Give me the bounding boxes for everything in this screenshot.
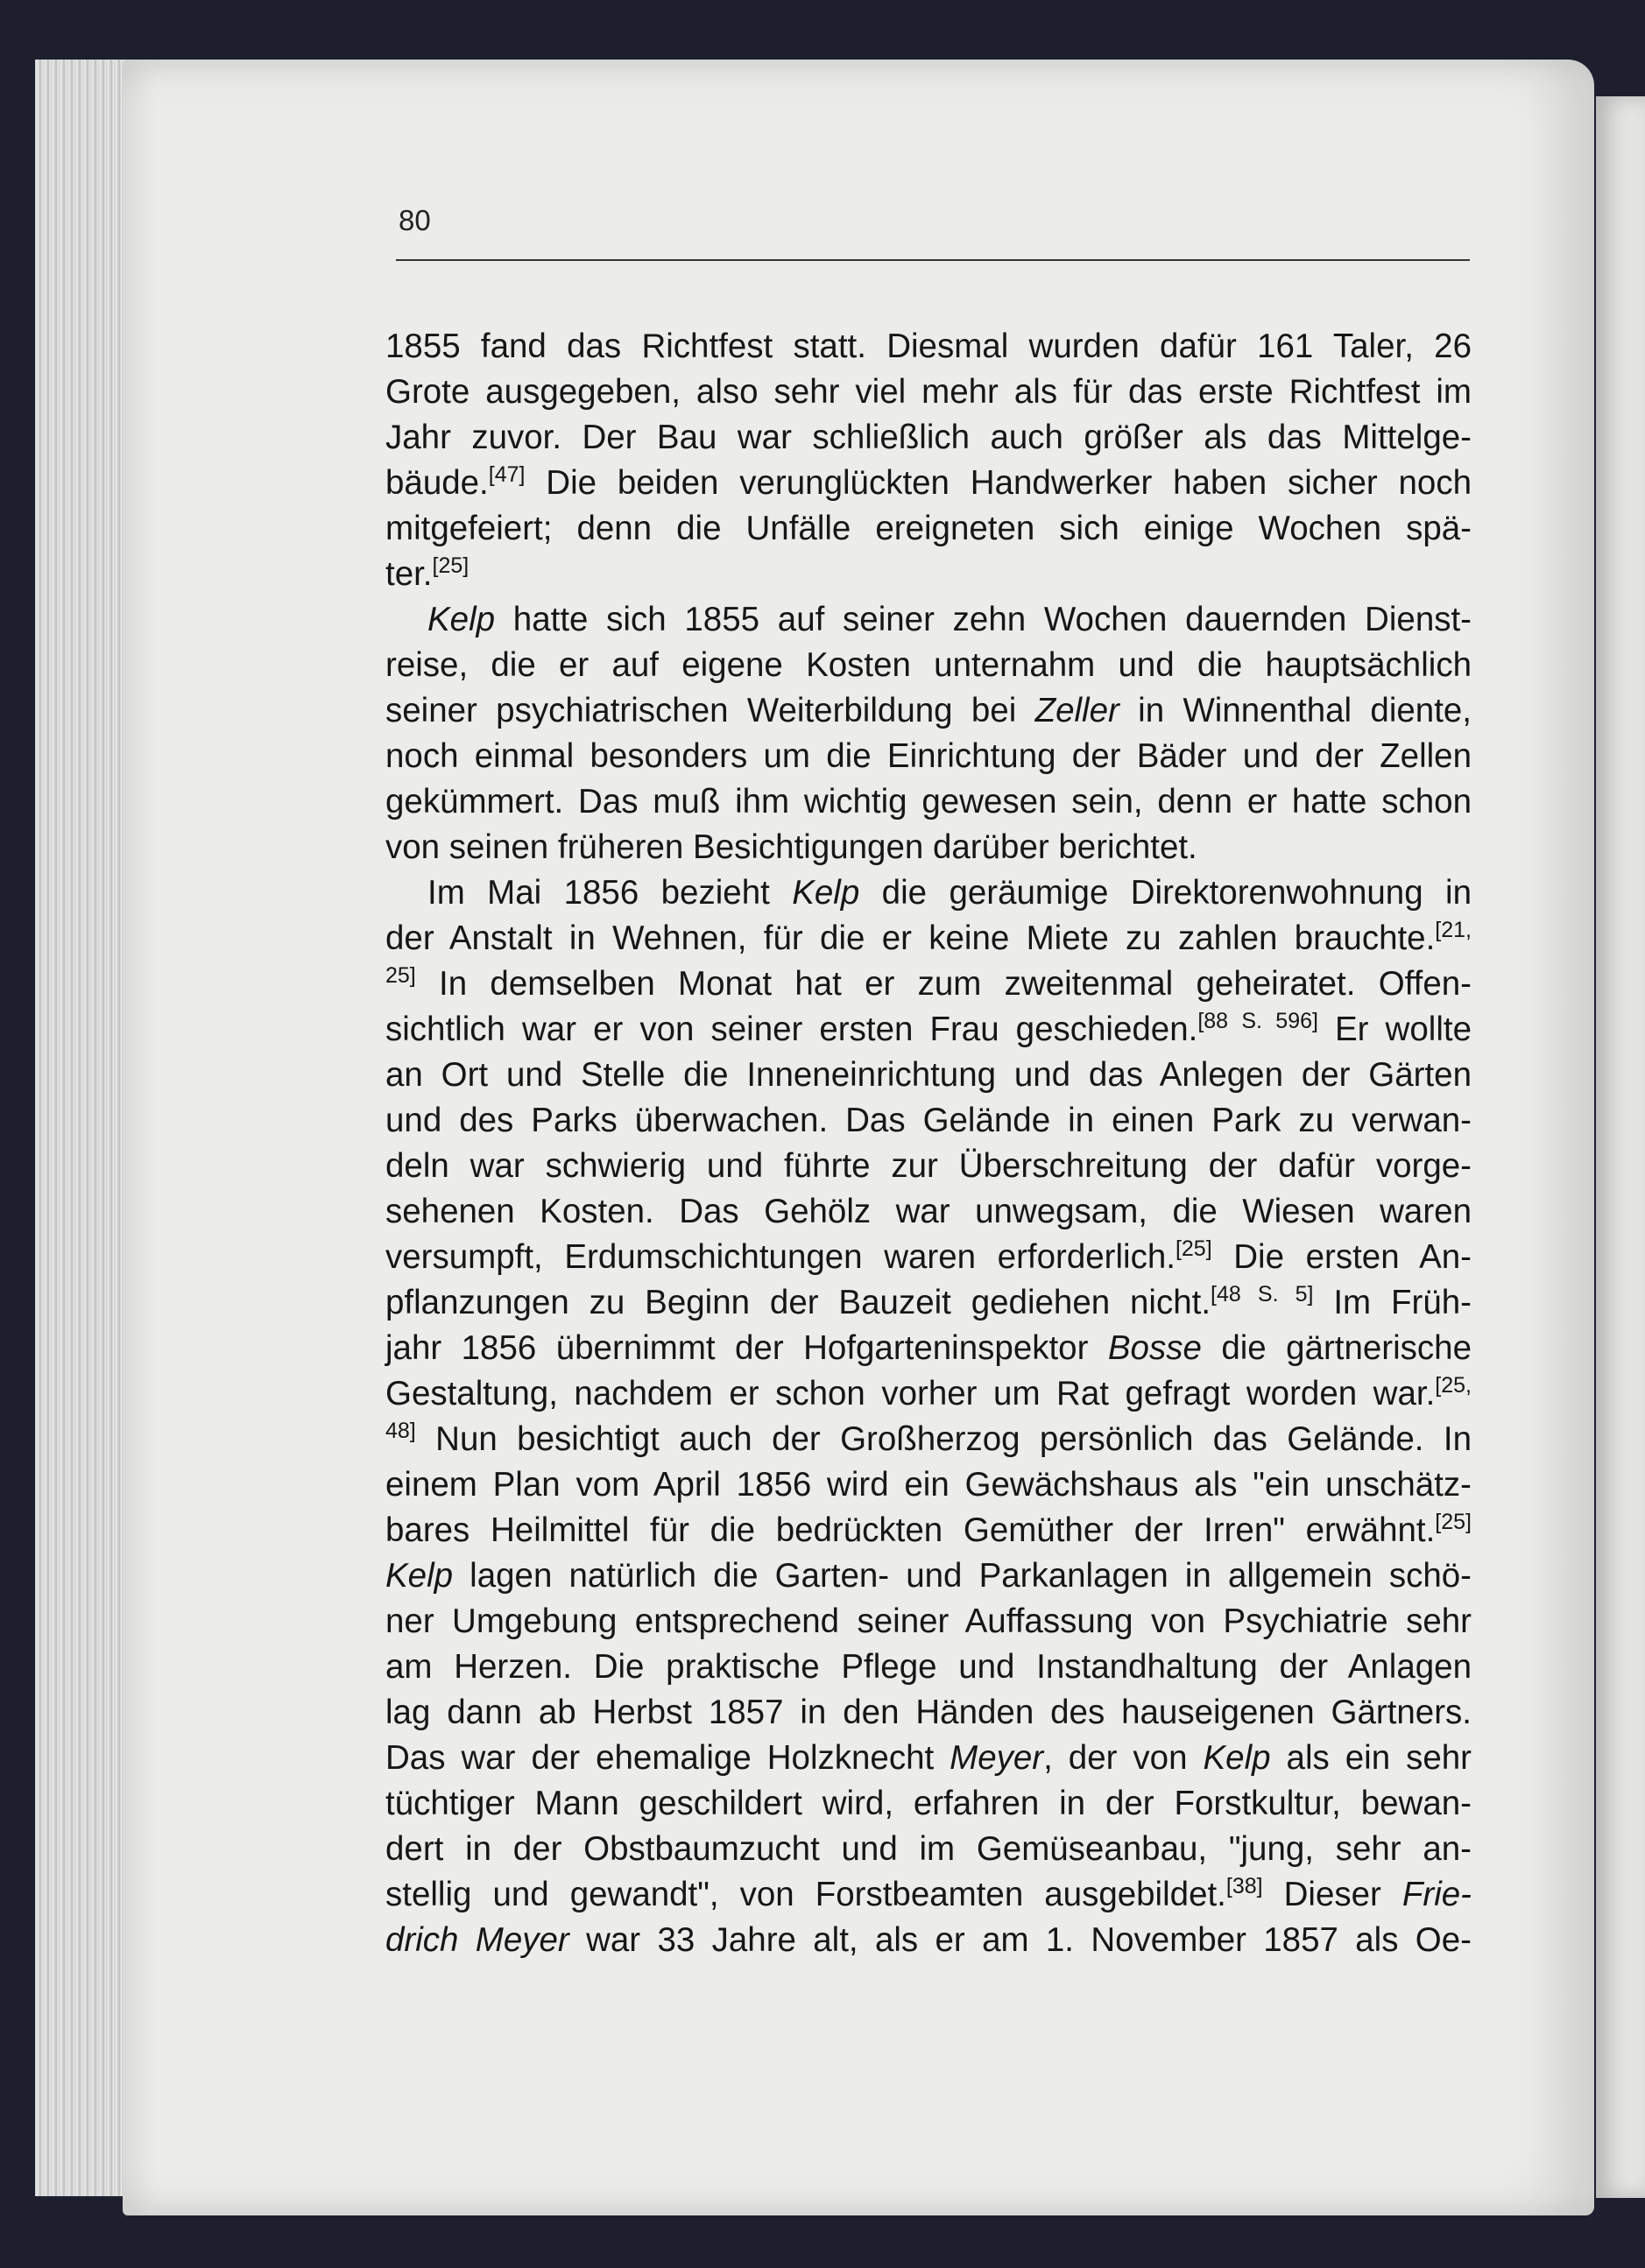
citation-reference: 25] [385,963,416,988]
text-line [385,734,1472,779]
text-segment: sehenen Kosten. Das Gehölz war unwegsam, die Wiesen waren [385,1193,1472,1230]
body-text [385,324,1472,1963]
text-line [385,1918,1472,1963]
text-line [385,370,1472,415]
text-segment: versumpft, Erdumschichtungen waren erforderlich. [385,1238,1176,1276]
text-line [385,688,1472,734]
text-segment: lag dann ab Herbst 1857 in den Händen des hauseigenen Gärtners. [385,1694,1472,1731]
text-line [385,1189,1472,1235]
text-line [385,825,1472,870]
text-line [385,415,1472,461]
text-line [385,1371,1472,1417]
person-name: Kelp [385,1557,454,1595]
text-line [385,870,1472,916]
person-name: Kelp [427,601,496,638]
text-line [385,643,1472,688]
text-line [385,1781,1472,1827]
adjacent-page-edge [1596,96,1645,2198]
text-segment: reise, die er auf eigene Kosten unternahm und die hauptsächlich [385,646,1472,684]
text-segment: in Winnenthal diente, [1119,692,1472,729]
text-segment: Die beiden verunglückten Handwerker haben sicher noch [525,464,1472,502]
citation-reference: 48] [385,1419,416,1443]
text-segment: an Ort und Stelle die Inneneinrichtung und das Anlegen der Gärten [385,1056,1472,1094]
person-name: Zeller [1034,692,1119,729]
text-segment: gekümmert. Das muß ihm wichtig gewesen sein, denn er hatte schon [385,783,1472,821]
text-line [385,1144,1472,1189]
citation-reference: [47] [488,462,526,487]
citation-reference: [25] [432,553,469,578]
text-line [385,1098,1472,1144]
citation-reference: [25] [1435,1510,1472,1534]
citation-reference: [21, [1435,918,1472,942]
text-segment: war 33 Jahre alt, als er am 1. November 1857 als Oe- [568,1921,1472,1959]
text-line [385,916,1472,961]
text-line [385,1053,1472,1098]
text-segment: hatte sich 1855 auf seiner zehn Wochen dauernden Dienst- [495,601,1472,638]
text-segment: tüchtiger Mann geschildert wird, erfahren in der Forstkultur, bewan- [385,1785,1472,1822]
text-segment: die gärtnerische [1201,1329,1472,1367]
text-segment: bäude. [385,464,489,502]
text-line [385,1007,1472,1053]
text-line [385,1235,1472,1280]
text-segment: sichtlich war er von seiner ersten Frau geschieden. [385,1011,1198,1048]
text-segment: der Anstalt in Wehnen, für die er keine Miete zu zahlen brauchte. [385,919,1436,957]
person-name: drich Meyer [385,1921,569,1959]
text-segment: die geräumige Direktorenwohnung in [859,874,1472,912]
text-line [385,1553,1472,1599]
text-line [385,779,1472,825]
text-line [385,1280,1472,1326]
text-line [385,1599,1472,1645]
text-segment: Dieser [1262,1876,1402,1913]
page-number: 80 [399,204,431,236]
person-name: Kelp [1203,1739,1271,1777]
text-segment: Er wollte [1317,1011,1472,1048]
text-segment: Im Mai 1856 bezieht [427,874,793,912]
text-segment: ner Umgebung entsprechend seiner Auffassung von Psychiatrie sehr [385,1602,1472,1640]
text-line [385,597,1472,643]
text-line [385,1645,1472,1690]
text-segment: In demselben Monat hat er zum zweitenmal geheiratet. Offen- [415,965,1472,1003]
text-line [385,1508,1472,1553]
text-line [385,1736,1472,1781]
text-segment: Gestaltung, nachdem er schon vorher um Rat gefragt worden war. [385,1375,1436,1412]
text-segment: ter. [385,555,433,593]
citation-reference: [48 S. 5] [1211,1282,1314,1307]
text-segment: Nun besichtigt auch der Großherzog persönlich das Gelände. In [415,1420,1472,1458]
text-line [385,961,1472,1007]
text-segment: noch einmal besonders um die Einrichtung der Bäder und der Zellen [385,737,1472,775]
text-line [385,1417,1472,1462]
text-segment: am Herzen. Die praktische Pflege und Instandhaltung der Anlagen [385,1648,1472,1686]
text-segment: pflanzungen zu Beginn der Bauzeit gediehen nicht. [385,1284,1211,1321]
text-segment: , der von [1043,1739,1204,1777]
citation-reference: [38] [1225,1874,1263,1898]
text-segment: jahr 1856 übernimmt der Hofgarteninspektor [385,1329,1108,1367]
citation-reference: [25, [1435,1373,1472,1398]
text-segment: stellig und gewandt", von Forstbeamten ausgebildet. [385,1876,1226,1913]
text-line [385,1462,1472,1508]
text-line [385,324,1472,370]
text-segment: als ein sehr [1270,1739,1472,1777]
text-segment: von seinen früheren Besichtigungen darüber berichtet. [385,828,1197,866]
text-segment: Jahr zuvor. Der Bau war schließlich auch größer als das Mittelge- [385,419,1472,456]
text-segment: Im Früh- [1313,1284,1472,1321]
person-name: Frie- [1401,1876,1472,1913]
text-line [385,506,1472,552]
text-segment: Die ersten An- [1211,1238,1472,1276]
text-segment: mitgefeiert; denn die Unfälle ereigneten sich einige Wochen spä- [385,510,1472,547]
text-line [385,1326,1472,1371]
text-segment: einem Plan vom April 1856 wird ein Gewächshaus als "ein unschätz- [385,1466,1472,1504]
text-line [385,1690,1472,1736]
person-name: Meyer [950,1739,1044,1777]
text-segment: Grote ausgegeben, also sehr viel mehr als für das erste Richtfest im [385,373,1472,411]
header-rule [396,259,1470,261]
person-name: Kelp [792,874,860,912]
text-line [385,461,1472,506]
text-segment: bares Heilmittel für die bedrückten Gemüther der Irren" erwähnt. [385,1511,1436,1549]
text-segment: deln war schwierig und führte zur Überschreitung der dafür vorge- [385,1147,1472,1185]
text-segment: seiner psychiatrischen Weiterbildung bei [385,692,1035,729]
text-segment: 1855 fand das Richtfest statt. Diesmal wurden dafür 161 Taler, 26 [385,328,1472,365]
text-segment: und des Parks überwachen. Das Gelände in einen Park zu verwan- [385,1102,1472,1139]
text-segment: dert in der Obstbaumzucht und im Gemüseanbau, "jung, sehr an- [385,1830,1472,1868]
text-segment: lagen natürlich die Garten- und Parkanlagen in allgemein schö- [453,1557,1472,1595]
text-line [385,1827,1472,1872]
person-name: Bosse [1107,1329,1202,1367]
citation-reference: [88 S. 596] [1197,1009,1318,1033]
text-segment: Das war der ehemalige Holzknecht [385,1739,950,1777]
text-line [385,552,1472,597]
text-line [385,1872,1472,1918]
citation-reference: [25] [1175,1236,1212,1261]
